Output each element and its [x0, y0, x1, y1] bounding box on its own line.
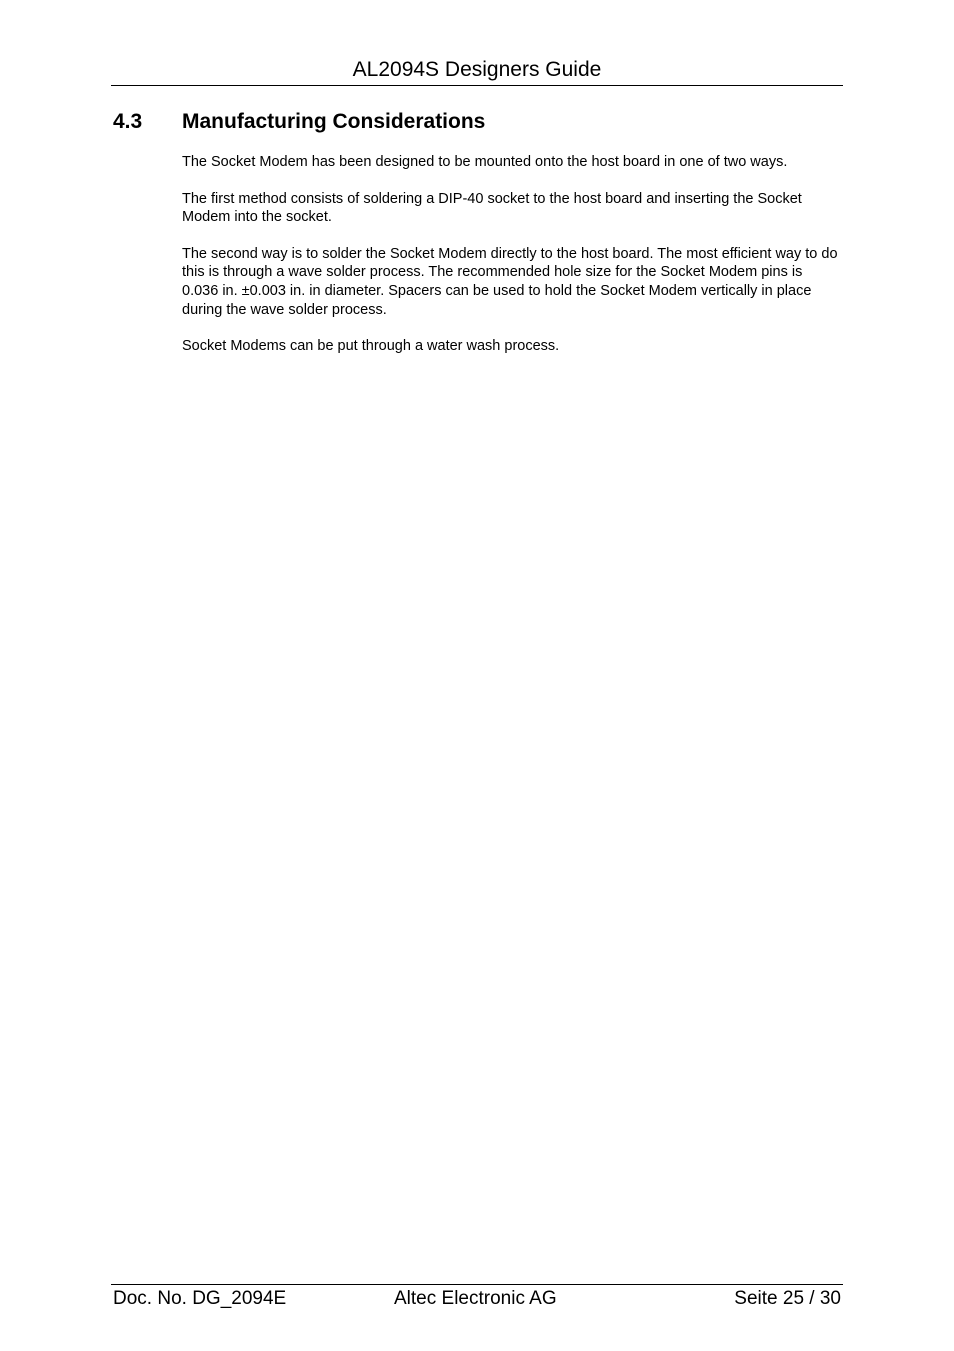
- document-title: AL2094S Designers Guide: [352, 58, 602, 81]
- section-heading: [113, 108, 843, 136]
- page-header: [111, 56, 843, 86]
- section-title: Manufacturing Considerations: [182, 110, 486, 133]
- paragraph: Socket Modems can be put through a water wash process.: [182, 338, 560, 355]
- paragraph: The Socket Modem has been designed to be mounted onto the host board in one of two ways.: [182, 154, 788, 170]
- paragraph: The first method consists of soldering a DIP-40 socket to the host board and inserting the Socket Modem into the socket.: [182, 190, 802, 226]
- section-body: [182, 153, 842, 374]
- page-footer: [111, 1284, 843, 1313]
- doc-number: Doc. No. DG_2094E: [113, 1288, 287, 1309]
- company-name: Altec Electronic AG: [394, 1288, 557, 1309]
- section-number: 4.3: [113, 110, 143, 133]
- page-number: Seite 25 / 30: [734, 1288, 841, 1309]
- paragraph: The second way is to solder the Socket Modem directly to the host board. The most efficient way to do this is through a wave solder process. The recommended hole size for the Socket Modem pins is 0.036 in. ±0.003 in. in diameter. Spacers can be used to hold the Socket Modem vertically in place during the wave solder process.: [182, 245, 838, 318]
